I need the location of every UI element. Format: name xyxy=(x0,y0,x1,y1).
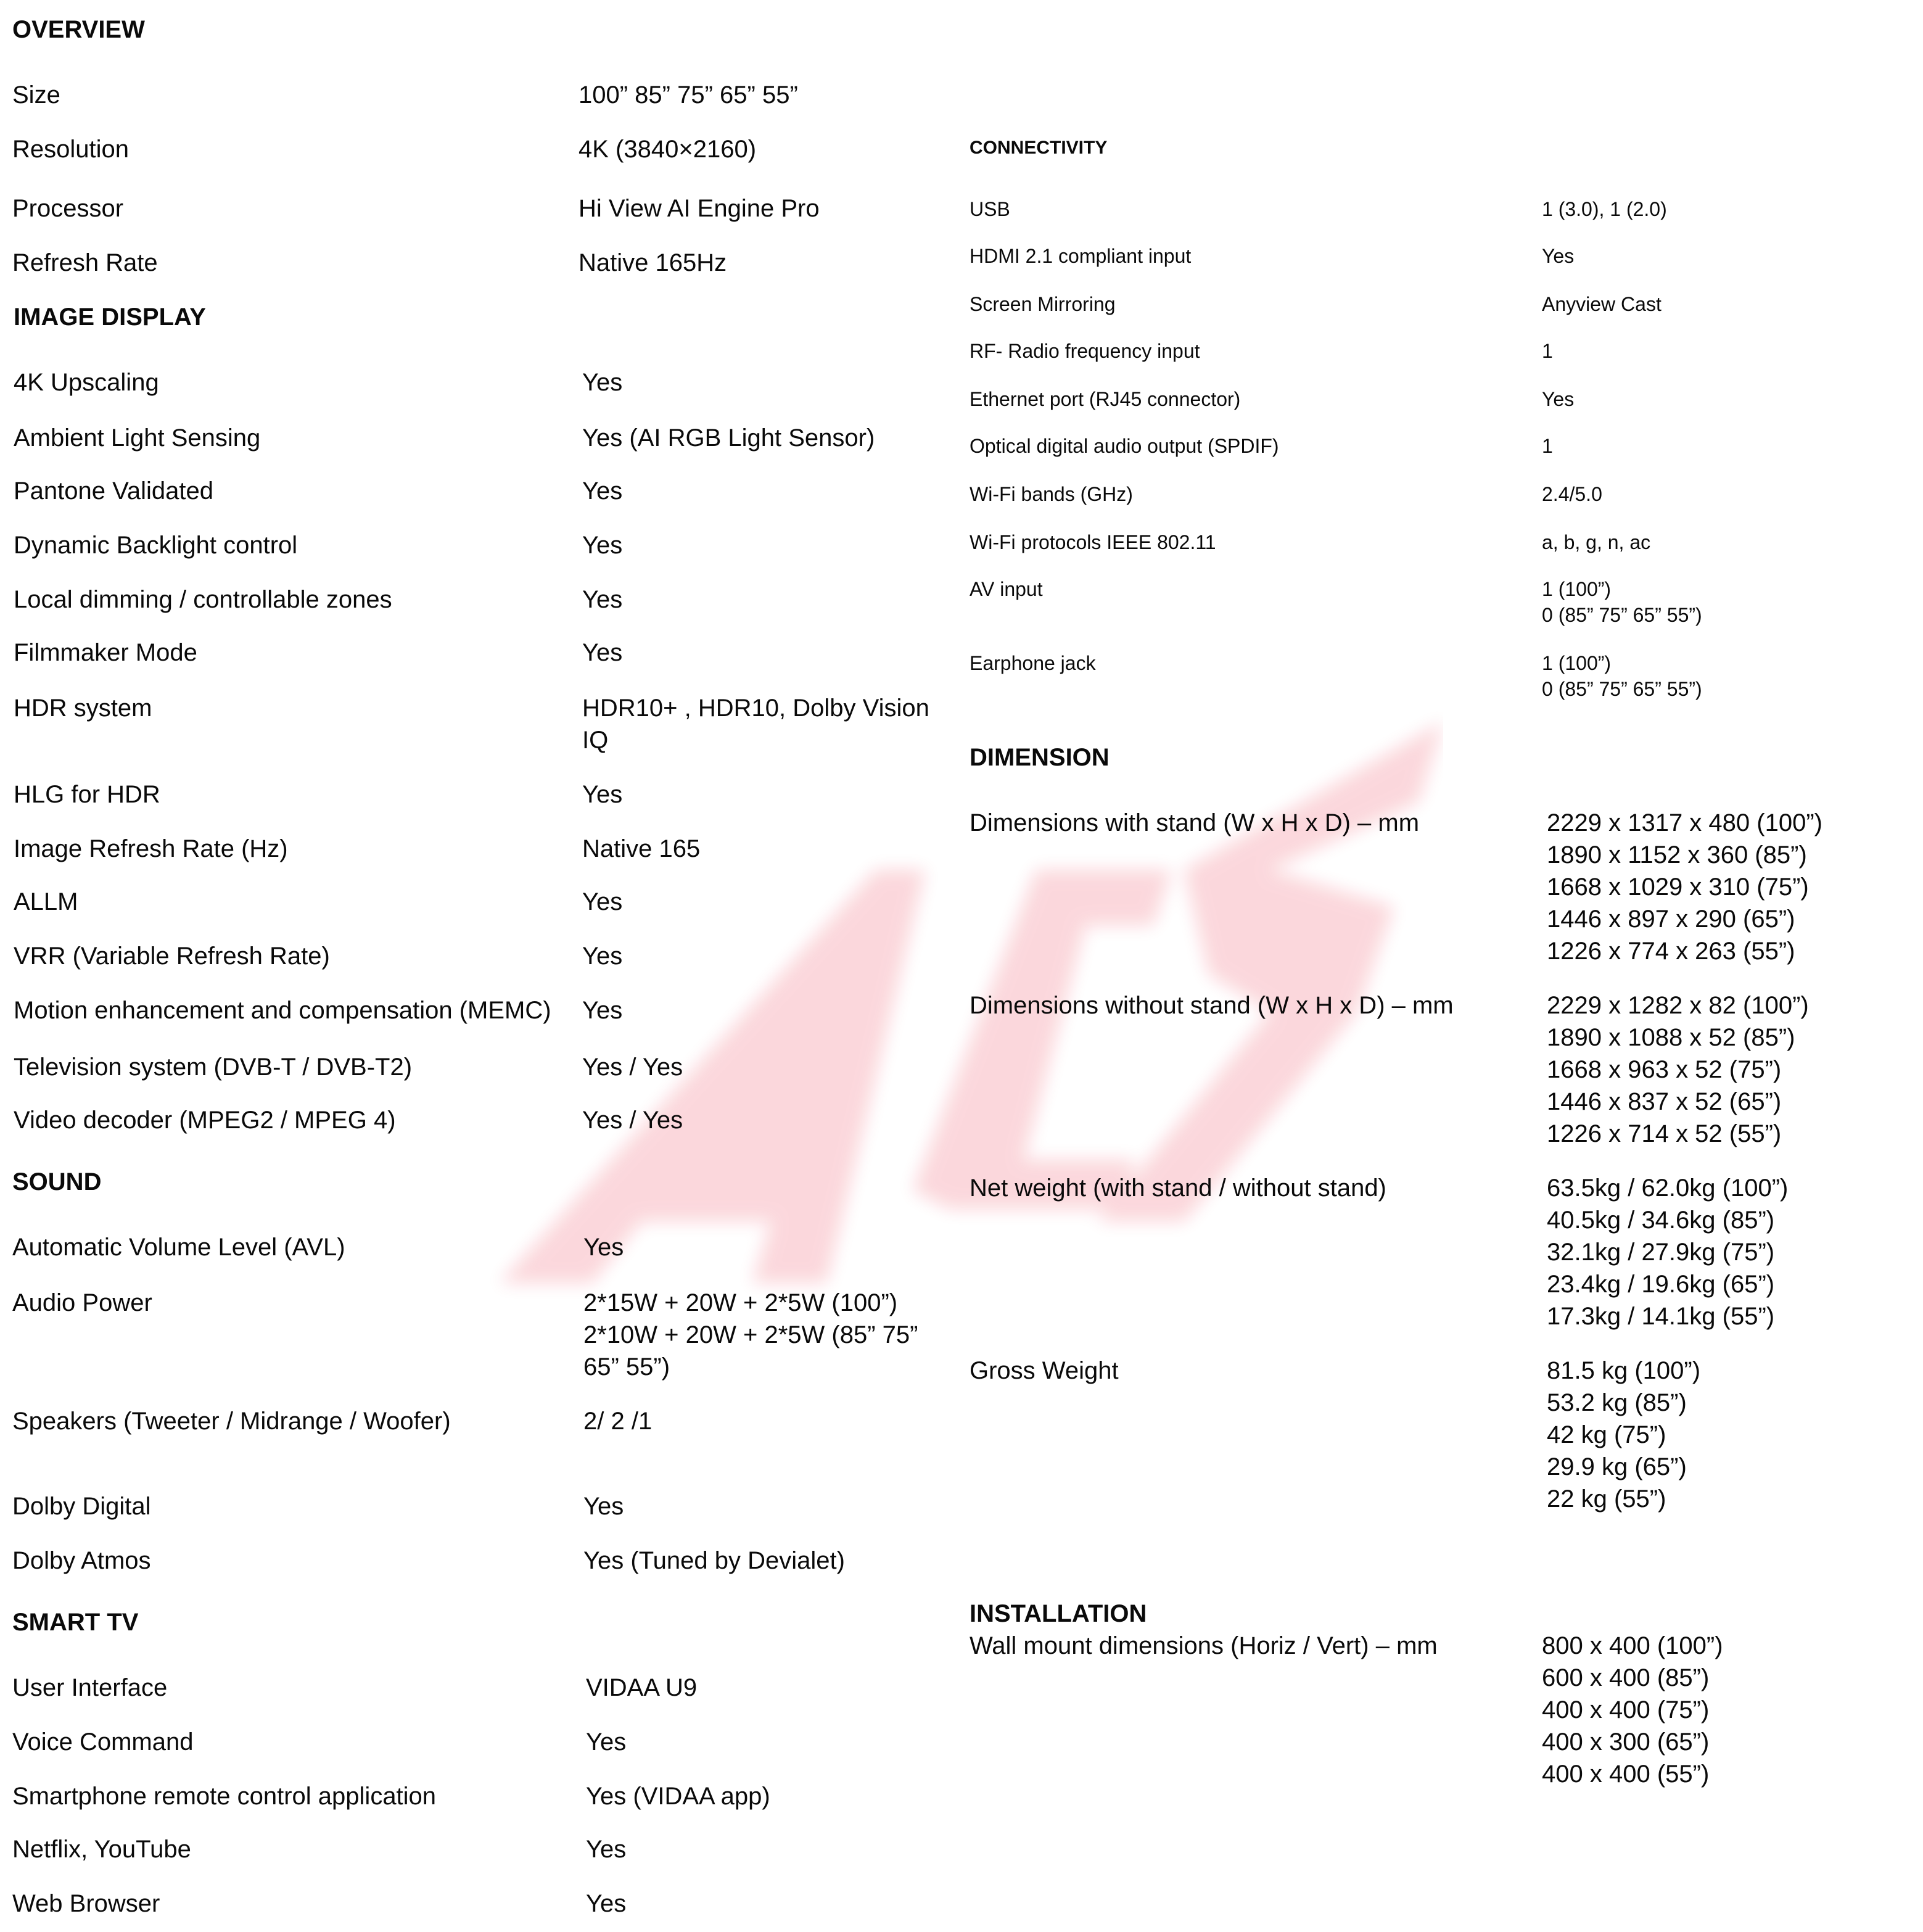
spec-value: 81.5 kg (100”) xyxy=(1547,1357,1701,1384)
spec-value: 29.9 kg (65”) xyxy=(1547,1453,1687,1480)
spec-value: 1668 x 963 x 52 (75”) xyxy=(1547,1056,1782,1083)
spec-label: AV input xyxy=(970,578,1043,600)
spec-value: 22 kg (55”) xyxy=(1547,1485,1666,1513)
spec-value: HDR10+ , HDR10, Dolby Vision xyxy=(582,695,929,722)
overview-heading: OVERVIEW xyxy=(12,16,145,43)
spec-label: RF- Radio frequency input xyxy=(970,340,1200,362)
spec-label: Earphone jack xyxy=(970,652,1096,674)
spec-value: Yes (AI RGB Light Sensor) xyxy=(582,424,875,452)
connectivity-heading: CONNECTIVITY xyxy=(970,138,1108,158)
spec-label: Ambient Light Sensing xyxy=(14,424,261,452)
spec-value: Native 165 xyxy=(582,835,701,862)
spec-label: User Interface xyxy=(12,1674,168,1701)
spec-value: Yes xyxy=(583,1234,624,1261)
spec-value: 1446 x 897 x 290 (65”) xyxy=(1547,906,1795,933)
spec-label: Screen Mirroring xyxy=(970,293,1116,315)
spec-label: Optical digital audio output (SPDIF) xyxy=(970,435,1279,457)
spec-value: Yes (Tuned by Devialet) xyxy=(583,1547,845,1574)
spec-value: 1 (100”) xyxy=(1542,652,1612,674)
spec-value: Hi View AI Engine Pro xyxy=(579,195,820,222)
spec-label: Processor xyxy=(12,195,124,222)
spec-value-line2: 2*10W + 20W + 2*5W (85” 75” xyxy=(583,1321,918,1348)
spec-value: 1668 x 1029 x 310 (75”) xyxy=(1547,873,1809,901)
spec-value: 1890 x 1152 x 360 (85”) xyxy=(1547,841,1807,869)
spec-value: 100” 85” 75” 65” 55” xyxy=(579,81,798,109)
spec-value: Yes xyxy=(582,369,623,396)
spec-value: VIDAA U9 xyxy=(586,1674,698,1701)
spec-value: 2.4/5.0 xyxy=(1542,483,1602,505)
spec-label: Smartphone remote control application xyxy=(12,1783,437,1810)
spec-value: 1 xyxy=(1542,435,1553,457)
spec-value-line2: 0 (85” 75” 65” 55”) xyxy=(1542,604,1702,626)
spec-label: Dimensions with stand (W x H x D) – mm xyxy=(970,809,1420,836)
spec-value: Yes xyxy=(1542,388,1575,410)
spec-value: 53.2 kg (85”) xyxy=(1547,1389,1687,1416)
spec-value: 2229 x 1282 x 82 (100”) xyxy=(1547,992,1809,1019)
spec-label: Wi-Fi bands (GHz) xyxy=(970,483,1133,505)
spec-label: Filmmaker Mode xyxy=(14,639,197,666)
sound-heading: SOUND xyxy=(12,1168,102,1195)
spec-value-line2: IQ xyxy=(582,727,609,754)
spec-label: Wi-Fi protocols IEEE 802.11 xyxy=(970,531,1216,553)
spec-value: Yes xyxy=(582,639,623,666)
spec-value: 4K (3840×2160) xyxy=(579,136,757,163)
spec-value: Yes / Yes xyxy=(582,1107,683,1134)
spec-value: Yes xyxy=(582,997,623,1024)
spec-label: Video decoder (MPEG2 / MPEG 4) xyxy=(14,1107,396,1134)
spec-label: Motion enhancement and compensation (MEMC) xyxy=(14,997,551,1024)
spec-label: USB xyxy=(970,198,1010,220)
spec-value: Yes xyxy=(582,943,623,970)
spec-label: Speakers (Tweeter / Midrange / Woofer) xyxy=(12,1408,451,1435)
spec-value: 1 (100”) xyxy=(1542,578,1612,600)
spec-value: a, b, g, n, ac xyxy=(1542,531,1651,553)
spec-value: 800 x 400 (100”) xyxy=(1542,1632,1723,1659)
spec-label: Gross Weight xyxy=(970,1357,1119,1384)
spec-value: Yes xyxy=(582,888,623,915)
spec-label: Net weight (with stand / without stand) xyxy=(970,1174,1386,1202)
spec-label: Voice Command xyxy=(12,1728,194,1756)
spec-value: Yes xyxy=(586,1728,627,1756)
spec-value: 2229 x 1317 x 480 (100”) xyxy=(1547,809,1822,836)
spec-label: HDR system xyxy=(14,695,152,722)
spec-value: 17.3kg / 14.1kg (55”) xyxy=(1547,1303,1775,1330)
spec-label: HLG for HDR xyxy=(14,781,160,808)
spec-value: Yes xyxy=(586,1890,627,1917)
spec-value-line2: 0 (85” 75” 65” 55”) xyxy=(1542,678,1702,700)
spec-value: Yes xyxy=(583,1493,624,1520)
spec-value: Yes xyxy=(582,781,623,808)
spec-label: Television system (DVB-T / DVB-T2) xyxy=(14,1054,413,1081)
spec-label: Refresh Rate xyxy=(12,249,158,276)
spec-value: Yes / Yes xyxy=(582,1054,683,1081)
spec-label: Dolby Atmos xyxy=(12,1547,151,1574)
spec-value: 600 x 400 (85”) xyxy=(1542,1664,1710,1691)
spec-label: Image Refresh Rate (Hz) xyxy=(14,835,288,862)
spec-label: HDMI 2.1 compliant input xyxy=(970,245,1192,267)
spec-label: Dynamic Backlight control xyxy=(14,532,298,559)
spec-label: Audio Power xyxy=(12,1289,152,1316)
spec-value: 42 kg (75”) xyxy=(1547,1421,1666,1448)
spec-label: 4K Upscaling xyxy=(14,369,159,396)
spec-label: Dolby Digital xyxy=(12,1493,151,1520)
installation-heading: INSTALLATION xyxy=(970,1600,1147,1627)
spec-value: 32.1kg / 27.9kg (75”) xyxy=(1547,1239,1775,1266)
spec-value: Yes xyxy=(582,586,623,613)
spec-value: 2*15W + 20W + 2*5W (100”) xyxy=(583,1289,898,1316)
spec-value: 23.4kg / 19.6kg (65”) xyxy=(1547,1271,1775,1298)
spec-label: Automatic Volume Level (AVL) xyxy=(12,1234,345,1261)
spec-label: Size xyxy=(12,81,60,109)
spec-value: 400 x 400 (75”) xyxy=(1542,1696,1710,1724)
spec-value: Anyview Cast xyxy=(1542,293,1662,315)
spec-label: Resolution xyxy=(12,136,130,163)
spec-value-line3: 65” 55”) xyxy=(583,1353,670,1381)
image-display-heading: IMAGE DISPLAY xyxy=(14,303,206,331)
spec-value: 1 xyxy=(1542,340,1553,362)
smart-tv-heading: SMART TV xyxy=(12,1609,139,1636)
spec-label: Dimensions without stand (W x H x D) – mm xyxy=(970,992,1454,1019)
dimension-heading: DIMENSION xyxy=(970,744,1110,771)
spec-value: 2/ 2 /1 xyxy=(583,1408,653,1435)
spec-value: 40.5kg / 34.6kg (85”) xyxy=(1547,1207,1775,1234)
spec-label: Wall mount dimensions (Horiz / Vert) – mm xyxy=(970,1632,1438,1659)
spec-value: 63.5kg / 62.0kg (100”) xyxy=(1547,1174,1789,1202)
spec-label: Netflix, YouTube xyxy=(12,1836,191,1863)
spec-value: 1446 x 837 x 52 (65”) xyxy=(1547,1088,1782,1115)
spec-label: ALLM xyxy=(14,888,78,915)
spec-label: VRR (Variable Refresh Rate) xyxy=(14,943,330,970)
spec-value: Yes xyxy=(1542,245,1575,267)
spec-value: 400 x 300 (65”) xyxy=(1542,1728,1710,1756)
spec-value: Yes xyxy=(586,1836,627,1863)
spec-label: Pantone Validated xyxy=(14,477,213,505)
spec-value: 1226 x 714 x 52 (55”) xyxy=(1547,1120,1782,1147)
spec-value: 1 (3.0), 1 (2.0) xyxy=(1542,198,1667,220)
spec-label: Ethernet port (RJ45 connector) xyxy=(970,388,1241,410)
spec-value: 400 x 400 (55”) xyxy=(1542,1761,1710,1788)
spec-value: 1226 x 774 x 263 (55”) xyxy=(1547,938,1795,965)
spec-value: Yes xyxy=(582,532,623,559)
spec-label: Local dimming / controllable zones xyxy=(14,586,392,613)
spec-value: Yes xyxy=(582,477,623,505)
spec-value: 1890 x 1088 x 52 (85”) xyxy=(1547,1024,1795,1051)
spec-label: Web Browser xyxy=(12,1890,160,1917)
spec-value: Native 165Hz xyxy=(579,249,727,276)
spec-value: Yes (VIDAA app) xyxy=(586,1783,770,1810)
